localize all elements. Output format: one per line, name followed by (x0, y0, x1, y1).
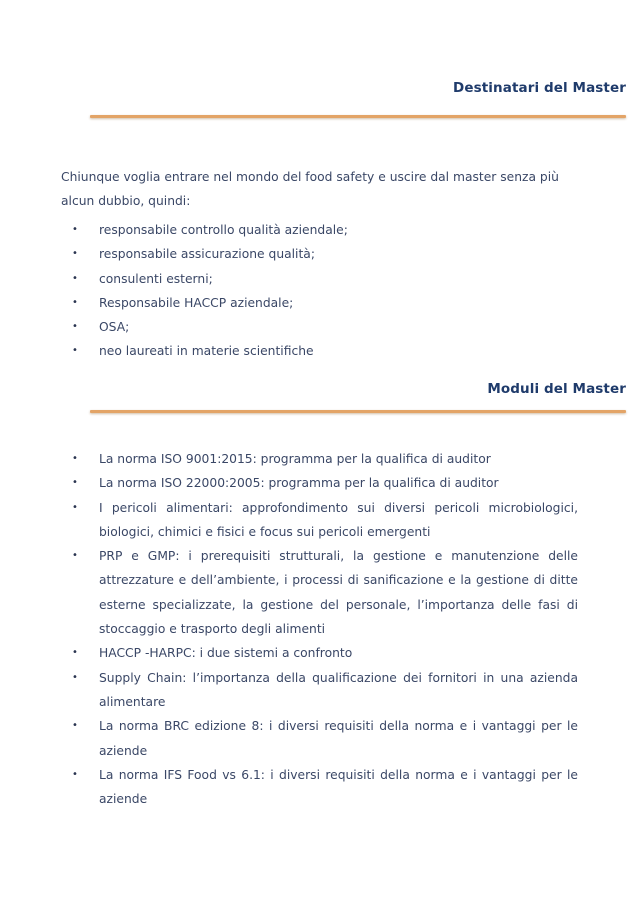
list-item (61, 447, 578, 471)
section-divider-2 (90, 410, 626, 413)
section-title-moduli: Moduli del Master (487, 381, 626, 397)
list-item (61, 496, 578, 545)
bullet-icon: • (72, 550, 78, 562)
list-item (61, 339, 578, 363)
bullet-icon: • (72, 768, 78, 780)
list-item (61, 666, 578, 715)
list-item (61, 763, 578, 812)
bullet-icon: • (72, 345, 78, 357)
target-audience-list (61, 218, 578, 364)
bullet-icon: • (72, 720, 78, 732)
list-item (61, 291, 578, 315)
bullet-icon: • (72, 224, 78, 235)
section-title-destinatari: Destinatari del Master (453, 80, 626, 96)
intro-line-2: alcun dubbio, quindi: (61, 193, 191, 208)
list-item-text: PRP e GMP: i prerequisiti strutturali, la gestione e manutenzione delle attrezzature e dell’ambiente, i processi di sanificazione e la gestione di ditte esterne specializzate, la gestione del personale, l’importanza delle fasi di stoccaggio e trasporto degli alimenti (99, 549, 578, 637)
list-item-text: OSA; (99, 320, 130, 335)
list-item (61, 267, 578, 291)
bullet-icon: • (72, 453, 78, 464)
list-item-text: La norma ISO 9001:2015: programma per la qualifica di auditor (99, 452, 491, 466)
list-item (61, 242, 578, 266)
list-item (61, 315, 578, 339)
list-item-text: neo laureati in materie scientifiche (99, 344, 314, 359)
list-item-text: I pericoli alimentari: approfondimento sui diversi pericoli microbiologici, biologici, chimici e fisici e focus sui pericoli emergenti (99, 500, 578, 539)
section-divider-1 (90, 115, 626, 118)
list-item (61, 714, 578, 763)
list-item-text: responsabile controllo qualità aziendale; (99, 223, 348, 237)
bullet-icon: • (72, 321, 78, 333)
bullet-icon: • (72, 501, 78, 513)
bullet-icon: • (72, 248, 78, 260)
list-item-text: La norma BRC edizione 8: i diversi requisiti della norma e i vantaggi per le aziende (99, 719, 578, 758)
intro-paragraph (61, 166, 591, 213)
list-item (61, 471, 578, 495)
bullet-icon: • (72, 272, 78, 284)
list-item-text: Supply Chain: l’importanza della qualificazione dei fornitori in una azienda alimentare (99, 670, 578, 709)
list-item-text: La norma IFS Food vs 6.1: i diversi requisiti della norma e i vantaggi per le aziende (99, 767, 578, 807)
modules-list (61, 447, 578, 811)
list-item (61, 218, 578, 242)
list-item-text: responsabile assicurazione qualità; (99, 247, 315, 262)
bullet-icon: • (72, 477, 78, 489)
intro-line-1: Chiunque voglia entrare nel mondo del food safety e uscire dal master senza più (61, 170, 559, 184)
list-item-text: consulenti esterni; (99, 271, 213, 286)
list-item-text: Responsabile HACCP aziendale; (99, 295, 294, 310)
list-item-text: HACCP -HARPC: i due sistemi a confronto (99, 646, 353, 661)
list-item-text: La norma ISO 22000:2005: programma per la qualifica di auditor (99, 476, 499, 491)
bullet-icon: • (72, 671, 78, 683)
list-item (61, 544, 578, 641)
bullet-icon: • (72, 647, 78, 659)
bullet-icon: • (72, 296, 78, 308)
list-item (61, 641, 578, 665)
